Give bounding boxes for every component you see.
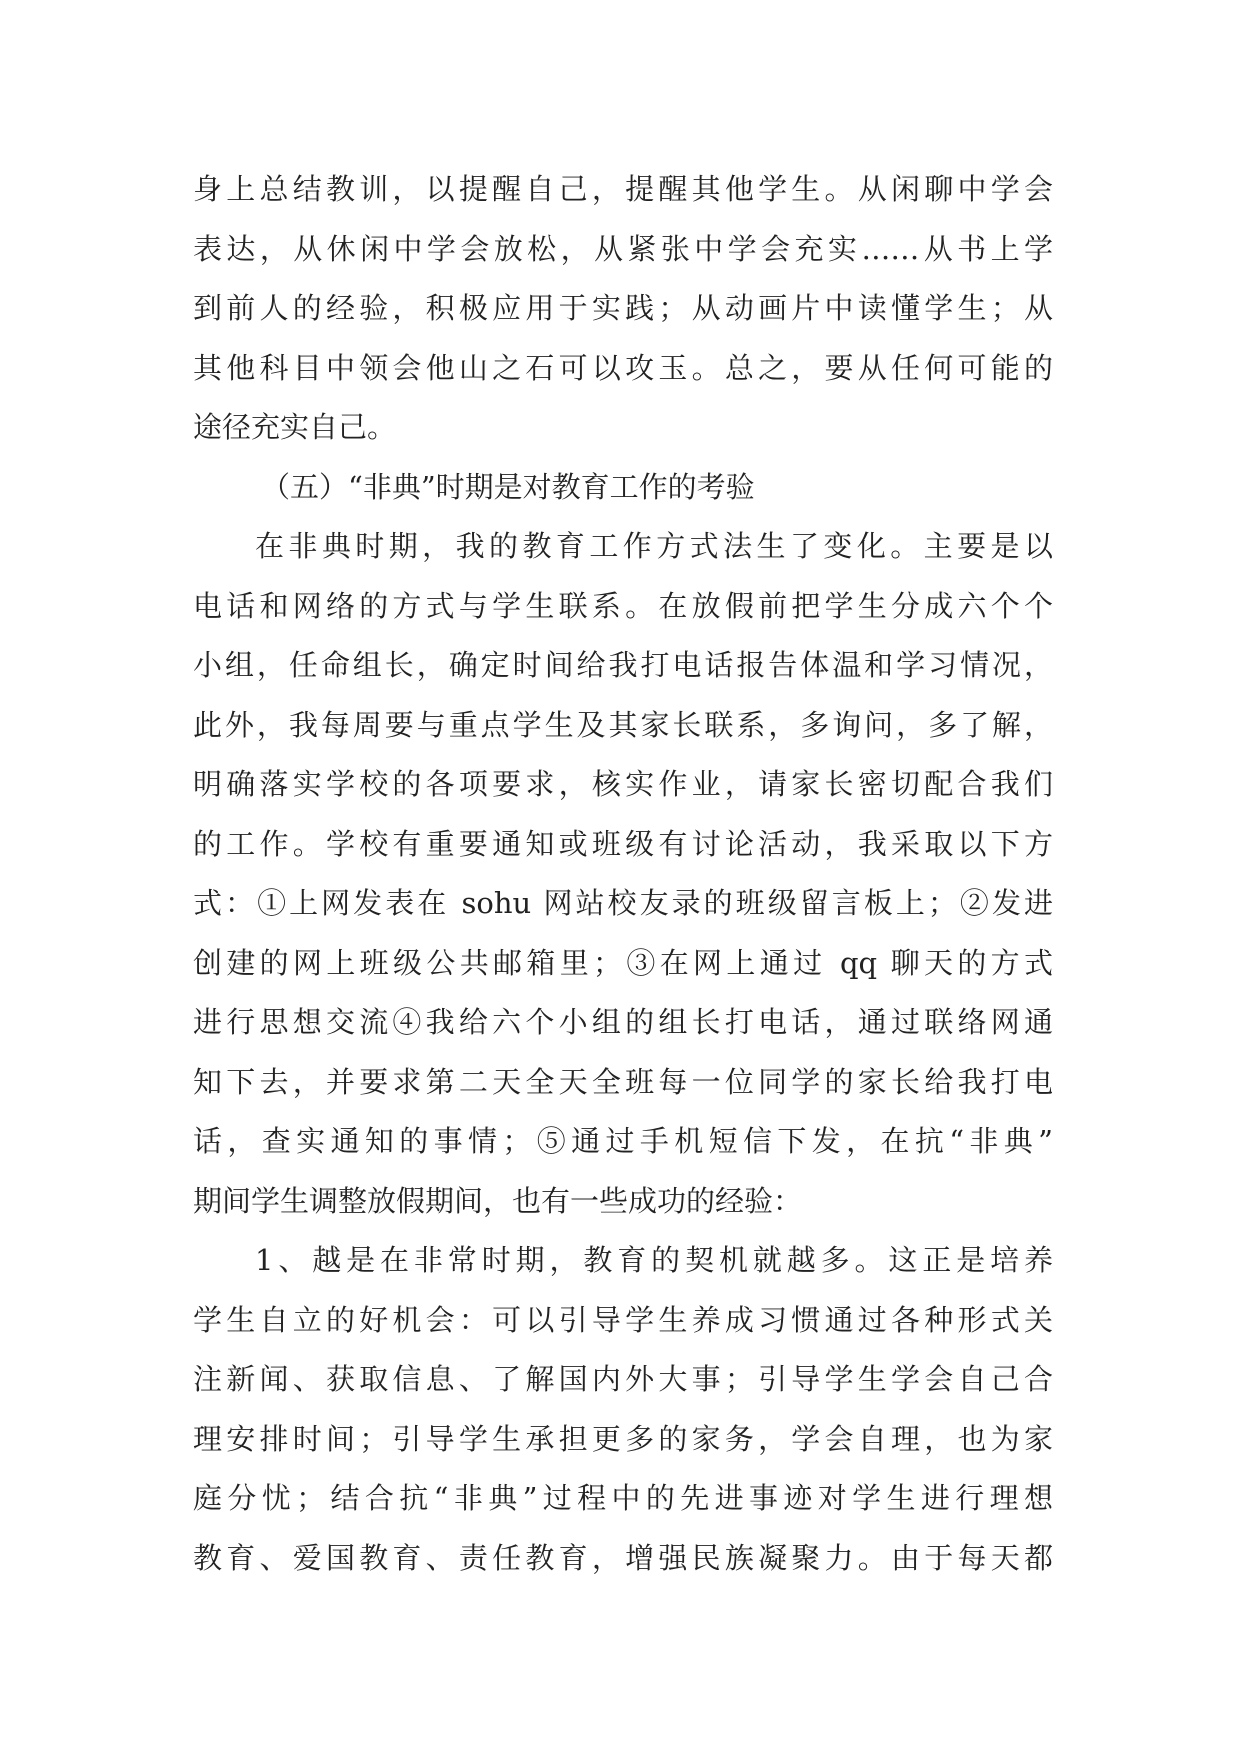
text-line: 知下去，并要求第二天全天全班每一位同学的家长给我打电 <box>193 1064 1053 1099</box>
text-line: 途径充实自己。 <box>193 410 397 444</box>
body-text <box>193 160 1053 1588</box>
text-line: 学生自立的好机会：可以引导学生养成习惯通过各种形式关 <box>193 1302 1053 1337</box>
text-line: 进行思想交流④我给六个小组的组长打电话，通过联络网通 <box>193 1005 1053 1039</box>
section-heading: （五）“非典”时期是对教育工作的考验 <box>261 469 755 504</box>
text-line: 此外，我每周要与重点学生及其家长联系，多询问，多了解， <box>193 707 1053 742</box>
text-line: 其他科目中领会他山之石可以攻玉。总之，要从任何可能的 <box>193 350 1053 385</box>
text-line: 表达，从休闲中学会放松，从紧张中学会充实……从书上学 <box>193 231 1053 266</box>
text-line: 式：①上网发表在 sohu 网站校友录的班级留言板上；②发进 <box>193 886 1053 920</box>
text-line: 电话和网络的方式与学生联系。在放假前把学生分成六个个 <box>193 588 1053 623</box>
text-line: 话，查实通知的事情；⑤通过手机短信下发，在抗“非典” <box>193 1124 1053 1158</box>
text-line: 教育、爱国教育、责任教育，增强民族凝聚力。由于每天都 <box>193 1540 1053 1575</box>
text-line: 理安排时间；引导学生承担更多的家务，学会自理，也为家 <box>193 1421 1053 1456</box>
text-line: 庭分忧；结合抗“非典”过程中的先进事迹对学生进行理想 <box>193 1481 1053 1515</box>
text-line: 注新闻、获取信息、了解国内外大事；引导学生学会自己合 <box>193 1362 1053 1396</box>
text-line: 1、越是在非常时期，教育的契机就越多。这正是培养 <box>255 1243 1053 1277</box>
text-line: 到前人的经验，积极应用于实践；从动画片中读懂学生；从 <box>193 291 1053 325</box>
text-line: 明确落实学校的各项要求，核实作业，请家长密切配合我们 <box>193 767 1053 801</box>
text-line: 小组，任命组长，确定时间给我打电话报告体温和学习情况， <box>193 648 1053 682</box>
text-line: 的工作。学校有重要通知或班级有讨论活动，我采取以下方 <box>193 826 1053 861</box>
text-line: 身上总结教训，以提醒自己，提醒其他学生。从闲聊中学会 <box>193 172 1053 206</box>
text-line: 创建的网上班级公共邮箱里；③在网上通过 qq 聊天的方式 <box>193 945 1053 980</box>
text-line: 在非典时期，我的教育工作方式法生了变化。主要是以 <box>255 529 1053 563</box>
text-line: 期间学生调整放假期间，也有一些成功的经验： <box>193 1183 803 1218</box>
